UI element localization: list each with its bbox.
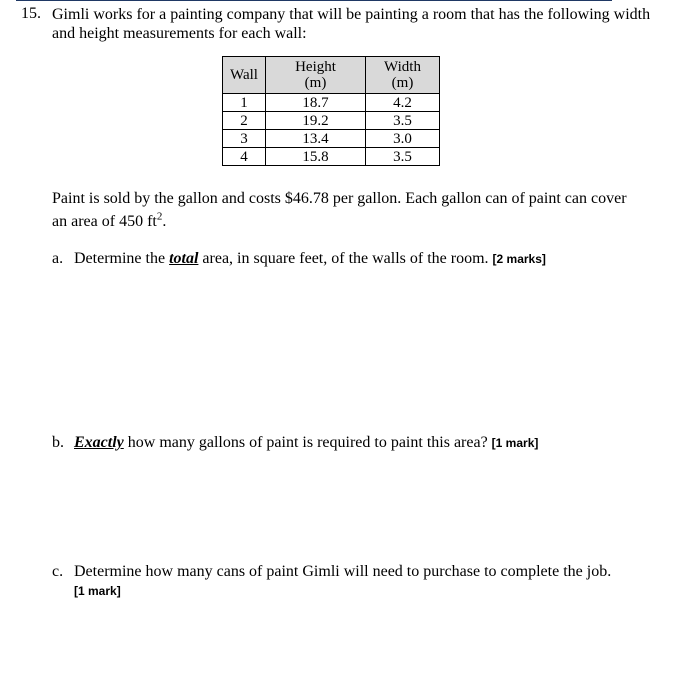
question-number: 15. [21,5,41,22]
wall-measurements-table [222,56,440,166]
header-width [366,57,440,94]
part-b-emphasis: Exactly [74,434,124,451]
part-a-text-before: Determine the [74,250,170,267]
paint-info-period: . [162,213,167,230]
header-height [266,57,366,94]
paint-info-line2 [52,210,652,233]
cell-height: 19.2 [266,112,366,130]
part-b [52,433,538,453]
cell-width: 3.5 [366,112,440,130]
table-row [223,94,440,112]
header-wall [223,57,266,94]
paint-info-line1: Paint is sold by the gallon and costs $46.78 per gallon. Each gallon can of paint can cover [52,190,627,207]
part-b-label: b. [52,434,64,451]
part-b-marks: [1 mark] [491,436,539,450]
cell-height: 18.7 [266,94,366,112]
header-height-label: Height [295,59,336,75]
part-a [52,249,546,269]
part-a-label: a. [52,250,64,267]
part-a-text-after: area, in square feet, of the walls of the room. [198,250,489,267]
cell-width: 4.2 [366,94,440,112]
cell-height: 15.8 [266,148,366,166]
table-row [223,148,440,166]
part-a-marks: [2 marks] [492,252,546,266]
header-width-label: Width [384,59,421,75]
part-c-text: Determine how many cans of paint Gimli will need to purchase to complete the job. [74,563,612,580]
paint-info-area: an area of 450 ft [52,213,157,230]
part-a-emphasis: total [169,250,199,267]
part-c-label: c. [52,563,64,580]
table-row [223,130,440,148]
paint-info-paragraph [52,187,652,233]
table-header-row [223,57,440,94]
header-height-unit: (m) [304,75,327,91]
question-text: Gimli works for a painting company that will be painting a room that has the following width and height measurements for each wall: [52,6,651,42]
part-b-text: how many gallons of paint is required to paint this area? [123,434,488,451]
table-row [223,112,440,130]
cell-wall: 4 [223,148,266,166]
paint-info-exponent: 2 [156,210,163,223]
part-c-marks: [1 mark] [74,584,121,598]
part-c [52,562,611,601]
cell-wall: 2 [223,112,266,130]
top-divider [16,0,612,1]
header-wall-label: Wall [230,67,258,83]
cell-wall: 1 [223,94,266,112]
cell-wall: 3 [223,130,266,148]
cell-width: 3.0 [366,130,440,148]
cell-height: 13.4 [266,130,366,148]
header-width-unit: (m) [391,75,414,91]
cell-width: 3.5 [366,148,440,166]
